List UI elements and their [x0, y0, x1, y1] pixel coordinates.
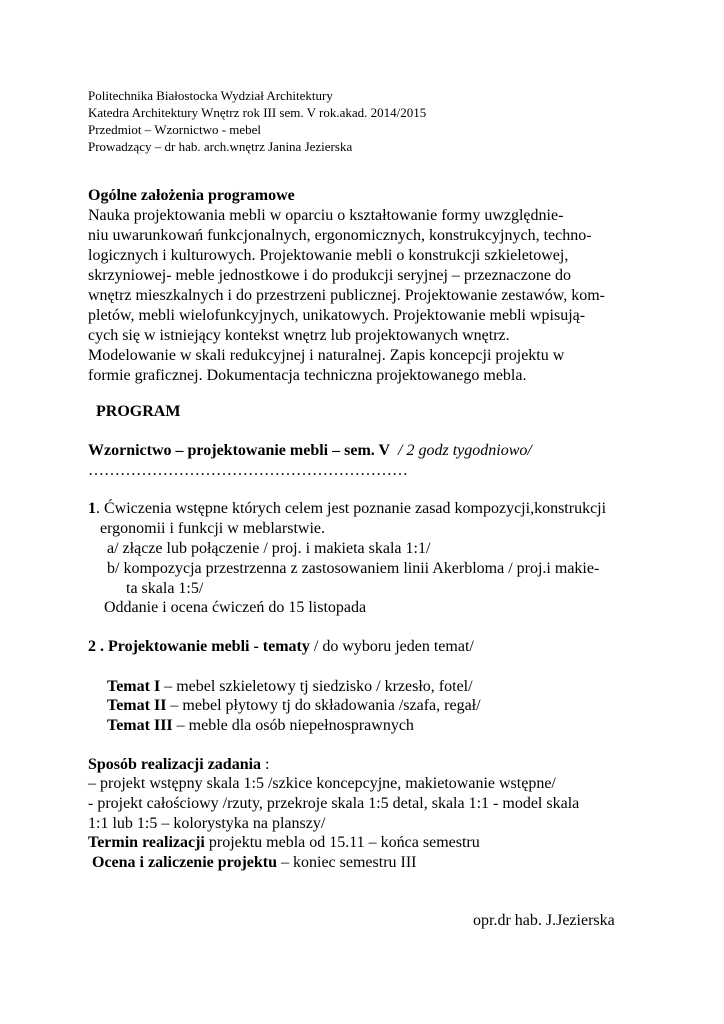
general-line: logicznych i kulturowych. Projektowanie mebli o konstrukcji szkieletowej, — [88, 247, 569, 264]
topic-label: Temat II — [107, 697, 167, 714]
header-line-subject: Przedmiot – Wzornictwo - mebel — [88, 122, 262, 137]
term-label: Termin realizacji — [88, 834, 205, 851]
general-line: skrzyniowej- meble jednostkowe i do produkcji seryjnej – przeznaczone do — [88, 267, 571, 284]
term-text: projektu mebla od 15.11 – końca semestru — [204, 834, 480, 851]
section2-title-rest: / do wyboru jeden temat/ — [309, 638, 474, 655]
topic-item — [107, 698, 481, 714]
topic-text: – mebel płytowy tj do składowania /szafa, regał/ — [166, 697, 481, 714]
general-line: niu uwarunkowań funkcjonalnych, ergonomicznych, konstrukcyjnych, techno- — [88, 227, 592, 244]
topic-label: Temat I — [107, 678, 161, 695]
section1-number: 1 — [88, 500, 96, 517]
topic-item — [107, 679, 473, 695]
topic-text: – mebel szkieletowy tj siedzisko / krzesło, fotel/ — [160, 678, 473, 695]
realization-line: - projekt całościowy /rzuty, przekroje skala 1:5 detal, skala 1:1 - model skala — [88, 795, 580, 812]
grade-label: Ocena i zaliczenie projektu — [92, 854, 277, 871]
program-subject-hours: / 2 godz tygodniowo/ — [398, 442, 532, 459]
section1-deadline: Oddanie i ocena ćwiczeń do 15 listopada — [104, 599, 367, 616]
signature: opr.dr hab. J.Jezierska — [473, 912, 615, 929]
general-line: cych się w istniejący kontekst wnętrz lub projektowanych wnętrz. — [88, 327, 510, 344]
section2-title — [88, 639, 474, 655]
section1-item-b: b/ kompozycja przestrzenna z zastosowaniem linii Akerbloma / proj.i makie- — [107, 560, 600, 577]
realization-title-bold: Sposób realizacji zadania — [88, 756, 262, 773]
header-line-university: Politechnika Białostocka Wydział Architektury — [88, 88, 333, 103]
grade-text: – koniec semestru III — [277, 854, 417, 871]
realization-term — [88, 835, 480, 851]
realization-line: – projekt wstępny skala 1:5 /szkice koncepcyjne, makietowanie wstępne/ — [88, 775, 556, 792]
general-title: Ogólne założenia programowe — [88, 187, 295, 204]
general-line: Modelowanie w skali redukcyjnej i naturalnej. Zapis koncepcji projektu w — [88, 347, 565, 364]
section1-item-b-cont: ta skala 1:5/ — [126, 580, 204, 597]
program-subject-title: Wzornictwo – projektowanie mebli – sem. V — [88, 442, 391, 459]
general-line: Nauka projektowania mebli w oparciu o kształtowanie formy uwzględnie- — [88, 207, 564, 224]
dotted-separator: …………………………………………………… — [88, 462, 408, 479]
header-line-lecturer: Prowadzący – dr hab. arch.wnętrz Janina Jezierska — [88, 139, 353, 154]
realization-grade — [92, 855, 417, 871]
general-line: formie graficznej. Dokumentacja techniczna projektowanego mebla. — [88, 367, 527, 384]
topic-text: – meble dla osób niepełnosprawnych — [172, 717, 414, 734]
realization-line: 1:1 lub 1:5 – kolorystyka na planszy/ — [88, 815, 326, 832]
section1-line2: ergonomii i funkcji w meblarstwie. — [100, 520, 325, 537]
section1-line1 — [88, 501, 606, 517]
program-subject — [88, 443, 532, 459]
realization-title — [88, 757, 270, 773]
program-heading: PROGRAM — [96, 403, 181, 420]
general-line: pletów, mebli wielofunkcyjnych, unikatowych. Projektowanie mebli wpisują- — [88, 307, 586, 324]
general-line: wnętrz mieszkalnych i do przestrzeni publicznej. Projektowanie zestawów, kom- — [88, 287, 606, 304]
section1-text: . Ćwiczenia wstępne których celem jest poznanie zasad kompozycji,konstrukcji — [96, 500, 607, 517]
realization-title-suffix: : — [261, 756, 270, 773]
section2-title-bold: 2 . Projektowanie mebli - tematy — [88, 638, 310, 655]
header-line-department: Katedra Architektury Wnętrz rok III sem. V rok.akad. 2014/2015 — [88, 105, 427, 120]
topic-label: Temat III — [107, 717, 173, 734]
section1-item-a: a/ złącze lub połączenie / proj. i makieta skala 1:1/ — [107, 540, 431, 557]
topic-item — [107, 718, 414, 734]
